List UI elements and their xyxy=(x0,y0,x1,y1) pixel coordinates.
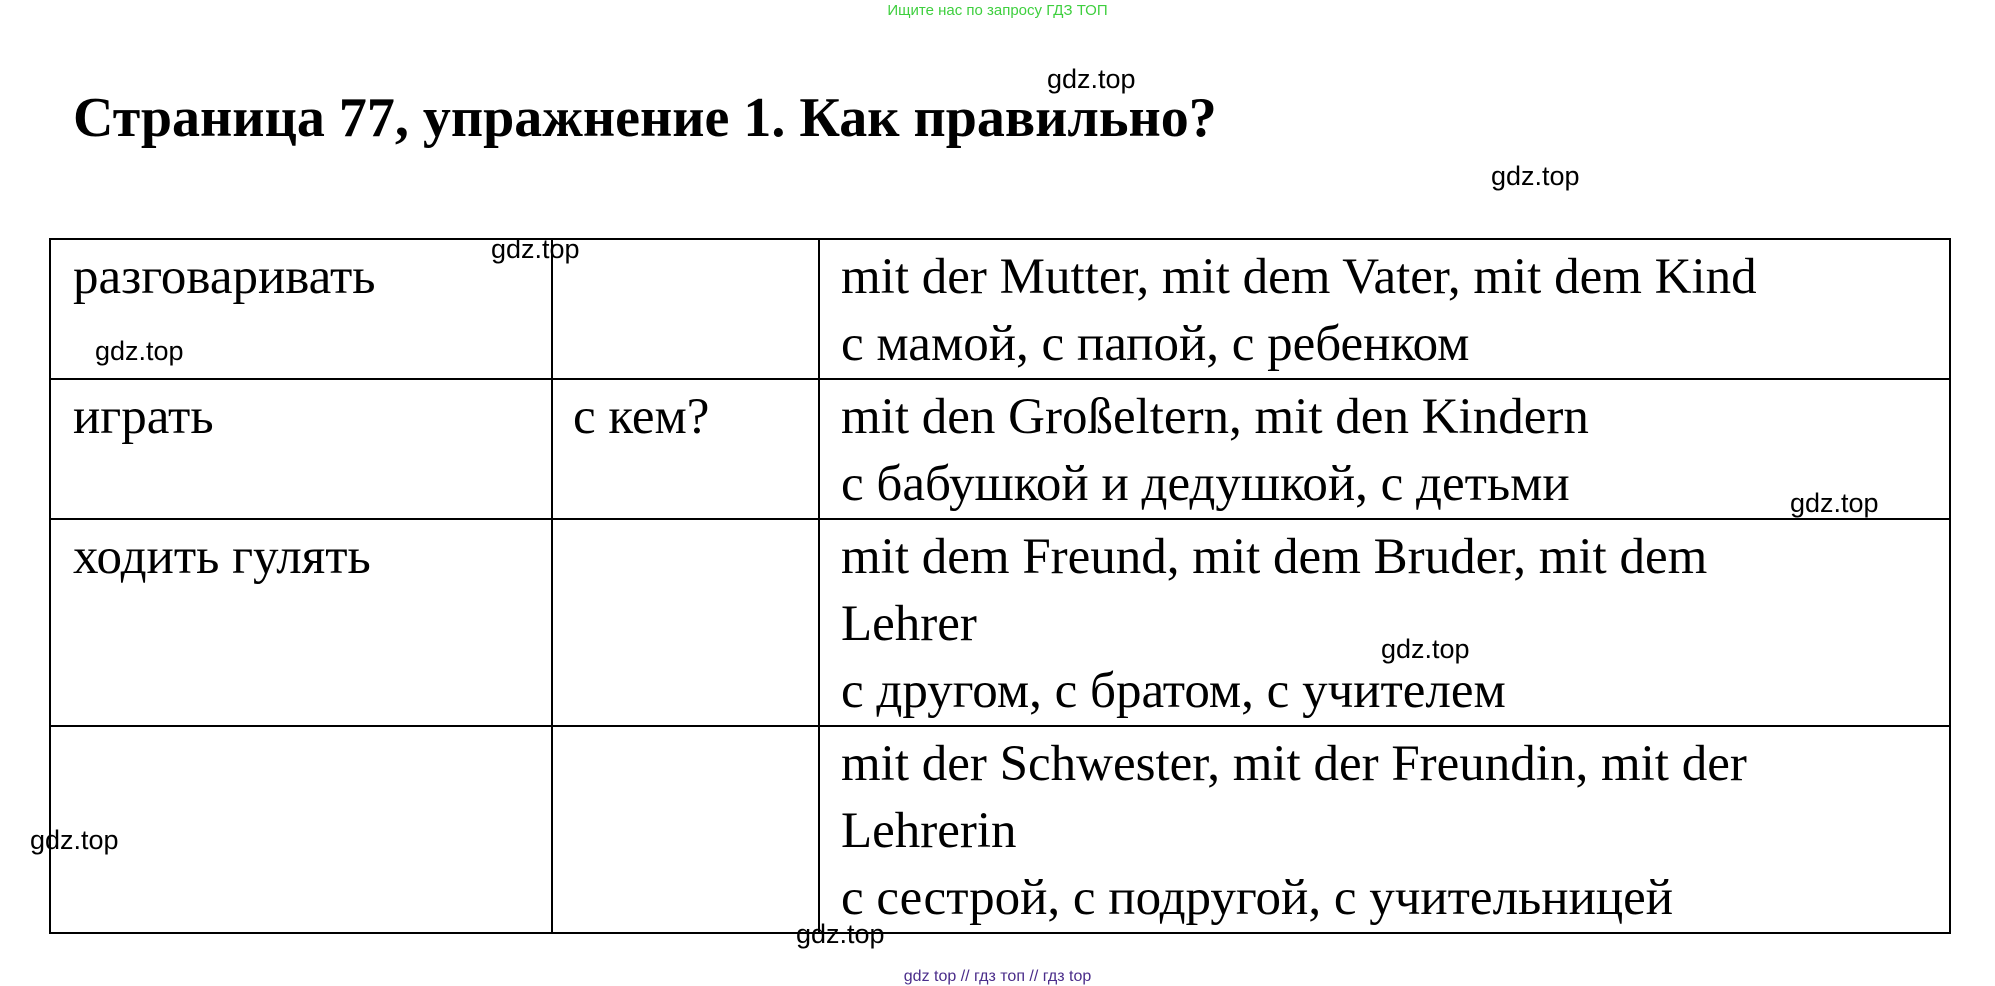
exercise-table xyxy=(49,234,1951,934)
table-row xyxy=(50,726,1950,933)
watermark: gdz.top xyxy=(1491,161,1580,191)
question-cell xyxy=(552,379,819,519)
question-text: с кем? xyxy=(573,389,710,445)
phrases-cell xyxy=(819,239,1950,379)
question-cell xyxy=(552,726,819,933)
phrases-cell xyxy=(819,726,1950,933)
phrase-line: Lehrerin xyxy=(841,803,1017,859)
phrase-line: с бабушкой и дедушкой, с детьми xyxy=(841,456,1570,512)
phrase-line: mit der Schwester, mit der Freundin, mit der xyxy=(841,736,1747,792)
phrase-line: mit den Großeltern, mit den Kindern xyxy=(841,389,1589,445)
verb-text: играть xyxy=(73,389,214,445)
verb-text: разговаривать xyxy=(73,249,376,305)
watermark: gdz.top xyxy=(95,336,184,366)
watermark: gdz.top xyxy=(1381,634,1470,664)
search-banner[interactable]: Ищите нас по запросу ГДЗ ТОП xyxy=(887,2,1108,19)
table-row xyxy=(50,379,1950,519)
table-row xyxy=(50,239,1950,379)
table-row xyxy=(50,519,1950,726)
phrases-cell xyxy=(819,519,1950,726)
verb-text: ходить гулять xyxy=(73,529,371,585)
phrase-line: с сестрой, с подругой, с учительницей xyxy=(841,870,1674,926)
verb-cell xyxy=(50,519,552,726)
page-title: Страница 77, упражнение 1. Как правильно? xyxy=(73,87,1217,149)
verb-cell xyxy=(50,379,552,519)
phrase-line: Lehrer xyxy=(841,596,977,652)
question-cell xyxy=(552,239,819,379)
watermark: gdz.top xyxy=(1047,64,1136,94)
watermark: gdz.top xyxy=(491,234,580,264)
phrase-line: mit dem Freund, mit dem Bruder, mit dem xyxy=(841,529,1708,585)
phrases-cell xyxy=(819,379,1950,519)
phrase-line: с другом, с братом, с учителем xyxy=(841,663,1506,719)
footer-links[interactable]: gdz top // гдз топ // гдз top xyxy=(903,968,1092,985)
question-cell xyxy=(552,519,819,726)
verb-cell xyxy=(50,726,552,933)
watermark: gdz.top xyxy=(1790,488,1879,518)
phrase-line: с мамой, с папой, с ребенком xyxy=(841,316,1470,372)
watermark: gdz.top xyxy=(796,919,885,949)
watermark: gdz.top xyxy=(30,825,119,855)
phrase-line: mit der Mutter, mit dem Vater, mit dem Kind xyxy=(841,249,1757,305)
